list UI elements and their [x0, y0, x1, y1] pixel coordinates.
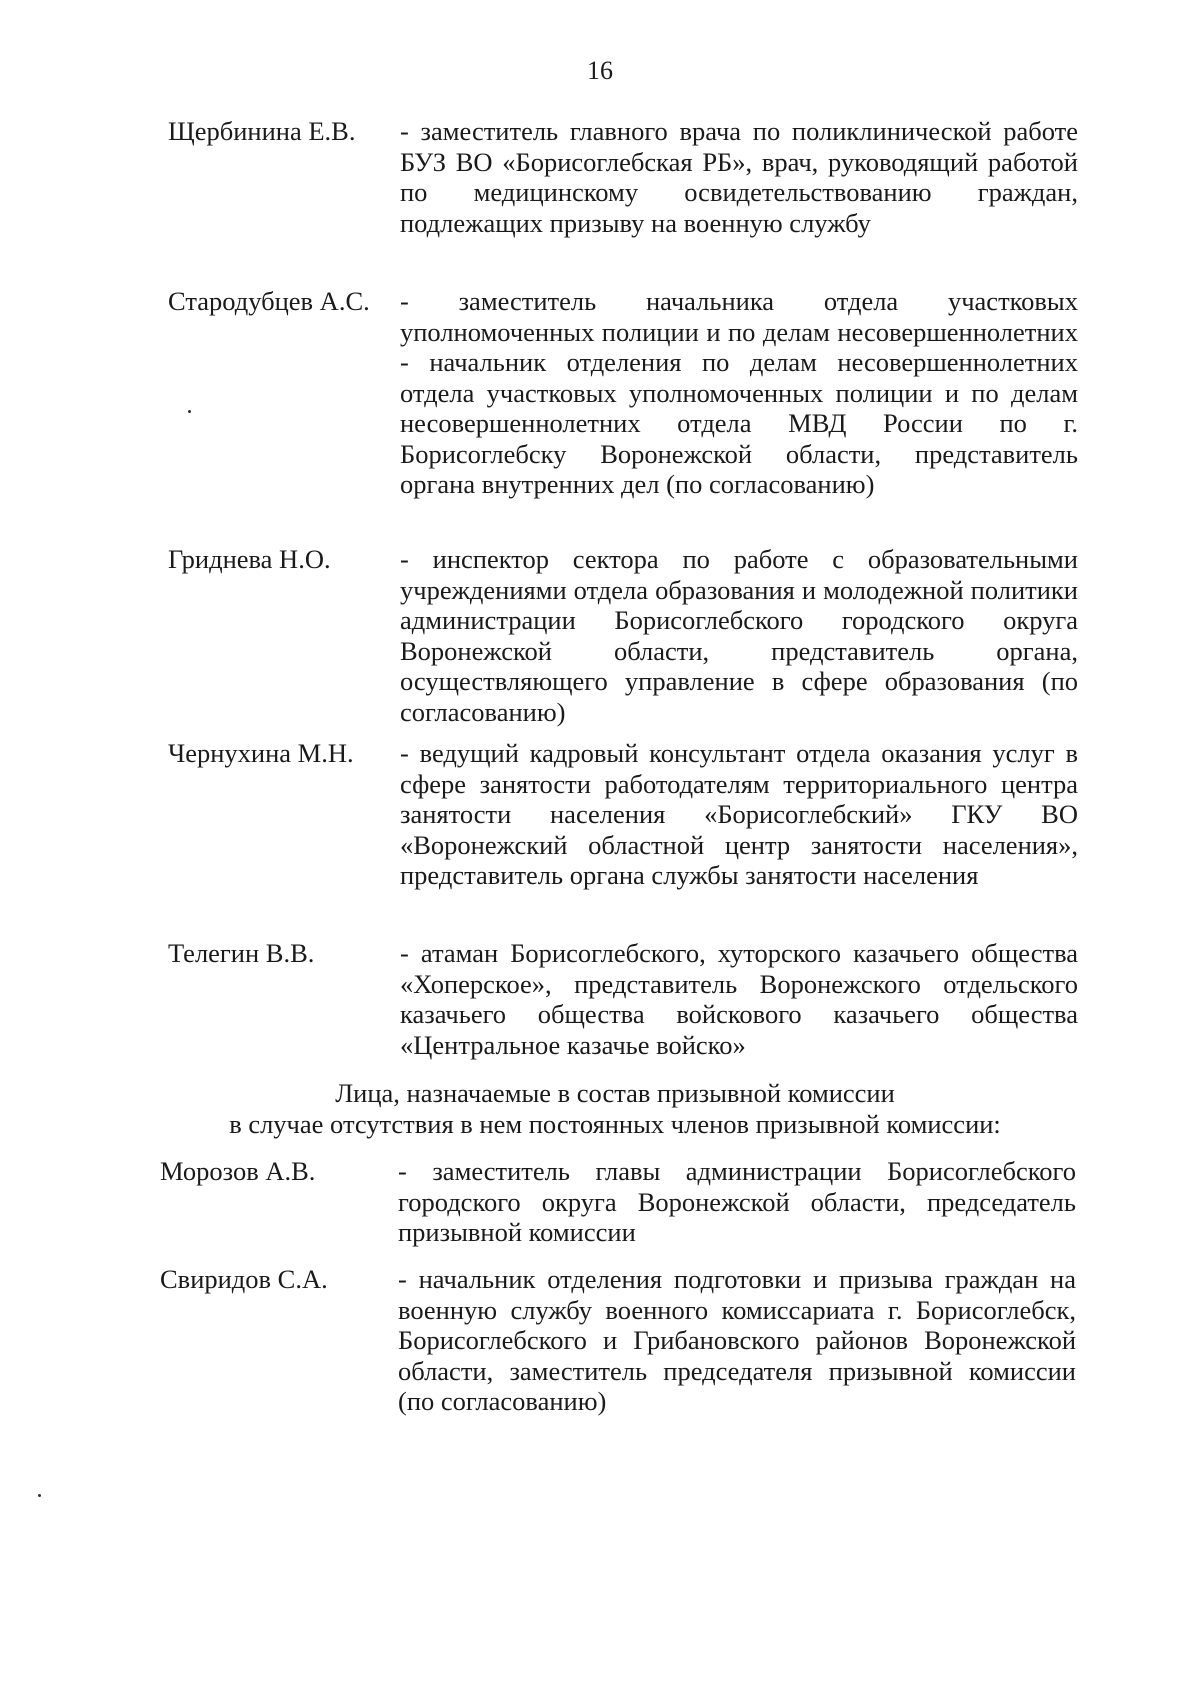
member-description: - атаман Борисоглебского, хуторского казачьего общества «Хоперское», представитель Воронежского отдельского казачьего общества войскового казачьего общества «Центральное казачье войско» [400, 938, 1078, 1060]
reserve-header-line1: Лица, назначаемые в состав призывной комиссии [335, 1078, 895, 1108]
member-name: Гриднева Н.О. [168, 544, 331, 574]
member-description: - заместитель начальника отдела участковых уполномоченных полиции и по делам несовершеннолетних - начальник отделения по делам несовершеннолетних отдела участковых уполномоченных полиции и по делам несовершеннолетних отдела МВД России по г. Борисоглебску Воронежской области, представитель органа внутренних дел (по согласованию) [400, 286, 1078, 499]
member-description: - начальник отделения подготовки и призыва граждан на военную службу военного комиссариата г. Борисоглебск, Борисоглебского и Грибановского районов Воронежской области, заместитель председателя призывной комиссии (по согласованию) [398, 1264, 1076, 1416]
member-name: Свиридов С.А. [160, 1264, 328, 1294]
scan-speck [188, 410, 191, 413]
member-description: - ведущий кадровый консультант отдела оказания услуг в сфере занятости работодателям территориального центра занятости населения «Борисоглебский» ГКУ ВО «Воронежский областной центр занятости населения», представитель органа службы занятости населения [400, 738, 1078, 890]
member-description: - инспектор сектора по работе с образовательными учреждениями отдела образования и молодежной политики администрации Борисоглебского городского округа Воронежской области, представитель органа, осуществляющего управление в сфере образования (по согласованию) [400, 544, 1078, 727]
member-description: - заместитель главы администрации Борисоглебского городского округа Воронежской области, председатель призывной комиссии [398, 1156, 1076, 1247]
member-name: Морозов А.В. [160, 1156, 316, 1186]
member-name: Щербинина Е.В. [168, 116, 356, 146]
scan-speck [38, 1494, 41, 1497]
page-number: 16 [587, 56, 613, 85]
member-name: Чернухина М.Н. [168, 738, 354, 768]
reserve-section-header [160, 1078, 1070, 1139]
reserve-header-line2: в случае отсутствия в нем постоянных членов призывной комиссии: [229, 1108, 1001, 1139]
member-description: - заместитель главного врача по поликлинической работе БУЗ ВО «Борисоглебская РБ», врач, руководящий работой по медицинскому освидетельствованию граждан, подлежащих призыву на военную службу [400, 116, 1078, 238]
member-name: Стародубцев А.С. [168, 286, 370, 316]
member-name: Телегин В.В. [168, 938, 315, 968]
